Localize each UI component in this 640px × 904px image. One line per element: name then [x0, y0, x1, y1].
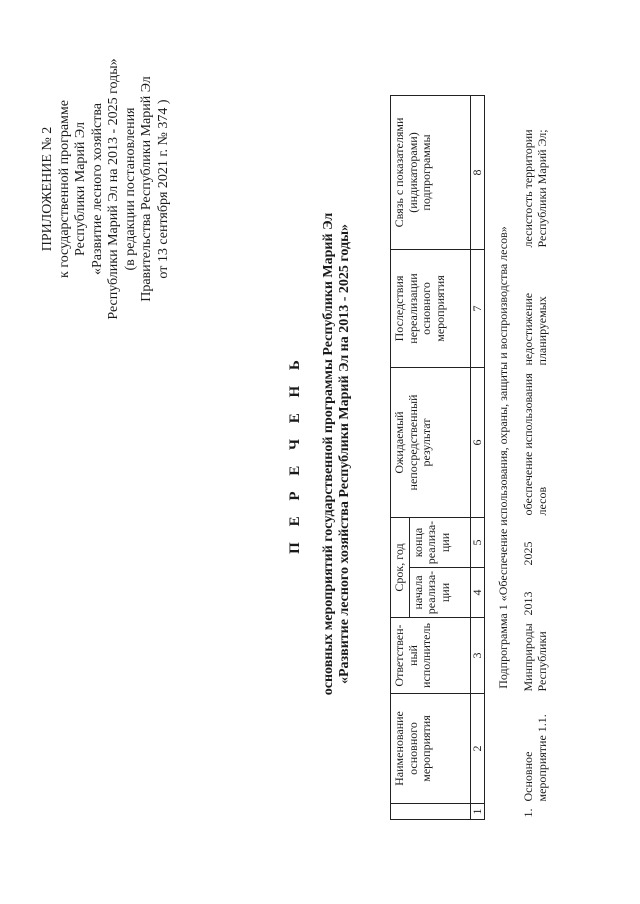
column-number: 4 — [470, 568, 484, 618]
appendix-block — [40, 39, 172, 339]
appendix-line: Правительства Республики Марий Эл — [139, 76, 154, 302]
appendix-line: «Развитие лесного хозяйства — [89, 103, 105, 276]
header-end: конца реализа-ции — [409, 518, 470, 568]
column-number: 8 — [470, 96, 484, 250]
subprogram-title: Подпрограмма 1 «Обеспечение использования, охраны, защиты и воспроизводства лесов» — [495, 226, 510, 689]
header-result: Ожидаемый непосредственный результат — [391, 368, 471, 518]
column-number: 3 — [470, 618, 484, 694]
header-executor: Ответствен-ный исполнитель — [391, 618, 471, 694]
header-name: Наименование основного мероприятия — [391, 694, 471, 804]
document-title — [285, 94, 353, 814]
title-line: основных мероприятий государственной программы Республики Марий Эл — [321, 212, 336, 696]
appendix-line: к государственной программе — [56, 100, 72, 278]
appendix-line: Республики Марий Эл на 2013 - 2025 годы» — [106, 58, 121, 320]
row-number: 1. — [521, 808, 535, 818]
row-start: 2013 — [521, 591, 535, 616]
column-number: 1 — [470, 804, 484, 820]
row-executor: Минприроды Республики — [521, 623, 549, 692]
appendix-line: Республики Марий Эл — [73, 122, 88, 256]
header-num-cell — [391, 804, 471, 820]
header-start: начала реализа-ции — [409, 568, 470, 618]
column-number: 6 — [470, 368, 484, 518]
header-link: Связь с показателями (индикаторами) подпрограммы — [391, 96, 471, 250]
row-name: Основное мероприятие 1.1. — [521, 714, 549, 802]
row-consequences: недостижение планируемых — [521, 292, 549, 366]
column-number: 5 — [470, 518, 484, 568]
row-link: лесистость территории Республики Марий Эл; — [521, 129, 549, 248]
title-line: «Развитие лесного хозяйства Республики Марий Эл на 2013 - 2025 годы» — [337, 223, 352, 685]
appendix-line: (в редакции постановления — [122, 107, 138, 271]
header-period: Срок, год — [391, 518, 410, 618]
appendix-line: ПРИЛОЖЕНИЕ № 2 — [40, 126, 55, 252]
header-consequences: Последствия нереализации основного мероприятия — [391, 250, 471, 368]
row-result: обеспечение использования лесов — [521, 373, 549, 516]
row-end: 2025 — [521, 541, 535, 566]
title-heading: П Е Р Е Ч Е Н Ь — [287, 354, 303, 554]
measures-table — [390, 95, 551, 820]
table-row — [512, 96, 551, 820]
column-number: 7 — [470, 250, 484, 368]
column-number: 2 — [470, 694, 484, 804]
appendix-line: от 13 сентября 2021 г. № 374 ) — [155, 99, 171, 279]
